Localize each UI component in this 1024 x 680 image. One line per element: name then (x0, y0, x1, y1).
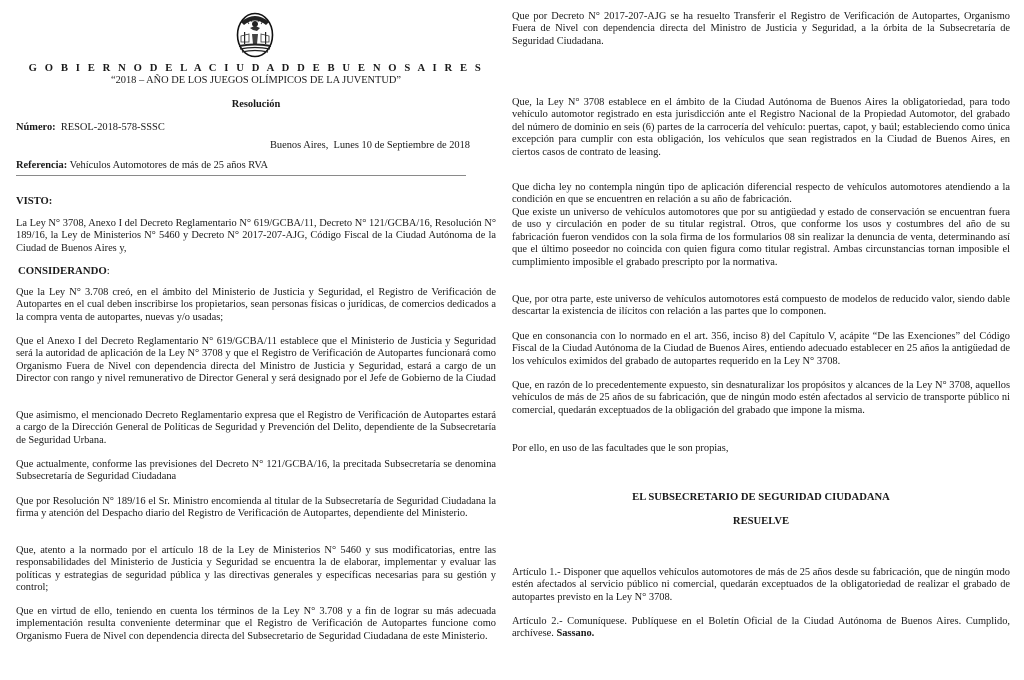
article-2-text: Artículo 2.- Comuníquese. Publíquese en el Boletín Oficial de la Ciudad Autónoma de Buenos Aires. Cumplido, archívese. (512, 616, 1010, 640)
referencia-label: Referencia: (16, 160, 68, 171)
resuelve-heading: RESUELVE (732, 516, 790, 527)
considerando-paragraph: Que, en razón de lo precedentemente expuesto, sin desnaturalizar los propósitos y alcances de la Ley N° 3708, aquellos vehículos de más de 25 años de su fabricación, que de ningún modo estén afectados al servicio de transporte público ni comercial, quedarán exceptuados de la obligación del grabado que impone la misma. (512, 380, 1010, 416)
considerando-paragraph: Que, la Ley N° 3708 establece en el ámbito de la Ciudad Autónoma de Buenos Aires la obligatoriedad, para todo vehículo automotor registrado en esta jurisdicción ante el Registro Nacional de la Propiedad Automotor, del grabado del número de dominio en seis (6) partes de la carrocería del vehículo: puertas, capot, y baúl; estableciendo como única excepción para cumplir con esta obligación, los vehículos que sean registrados en la Ciudad de Buenos Aires, en ciertos casos de contrato de leasing. (512, 97, 1010, 158)
numero-label: Número: (16, 122, 56, 133)
considerando-paragraph: Que, por otra parte, este universo de vehículos automotores está compuesto de modelos de reducido valor, siendo dable descartar la existencia de ilícitos con relación a las partes que lo componen. (512, 294, 1010, 318)
considerando-paragraph: Que el Anexo I del Decreto Reglamentario N° 619/GCBA/11 establece que el Ministerio de Justicia y Seguridad será la autoridad de aplicación de la Ley N° 3708 y que el Registro de Verificación de Autopartes funcionará como Organismo Fuera de Nivel con dependencia directa del Ministro de Justicia y Seguridad, estará a cargo de un Director con rango y nivel remunerativo de Director General y será designado por el Jefe de Gobierno de la Ciudad (16, 336, 496, 385)
document-type: Resolución (231, 99, 281, 110)
considerando-paragraph: Que existe un universo de vehículos automotores que por su antigüedad y estado de conservación se encuentran fuera de uso y circulación en poder de su titular registral. Otros, que conforme los usos y costumbres del año de su fabricación fueron vendidos con la sola firma de los formularios 08 sin realizar la denuncia de venta, determinando así que el último poseedor no coincida con quien figura como titular registral. Ambas circunstancias tornan imposible el cumplimiento imposible el grabado prescripto por la normativa. (512, 207, 1010, 268)
city-coat-of-arms-icon (236, 12, 274, 58)
signature: Sassano. (556, 628, 595, 640)
place-city: Buenos Aires, (270, 140, 329, 151)
considerando-paragraph: Que por Decreto N° 2017-207-AJG se ha resuelto Transferir el Registro de Verificación de Autopartes, Organismo Fuera de Nivel con dependencia directa del Ministro de Justicia y Seguridad, a la órbita de la Subsecretaría de Seguridad Ciudadana. (512, 11, 1010, 47)
article-2 (512, 616, 1010, 641)
considerando-paragraph: Que en virtud de ello, teniendo en cuenta los términos de la Ley N° 3.708 y a fin de lograr su más adecuada implementación resulta conveniente determinar que el Registro de Verificación de Autopartes funcione como Organismo Fuera de Nivel con dependencia directa del Subsecretario de Seguridad Ciudadana de este Ministerio. (16, 606, 496, 642)
visto-text: La Ley N° 3708, Anexo I del Decreto Reglamentario N° 619/GCBA/11, Decreto N° 121/GCBA/16, Resolución N° 189/16, la Ley de Ministerios N° 5460 y Decreto N° 2017-207-AJG, Código Fiscal de la Ciudad Autónoma de la Ciudad de Buenos Aires y, (16, 218, 496, 254)
considerando-paragraph: Que asimismo, el mencionado Decreto Reglamentario expresa que el Registro de Verificación de Autopartes estará a cargo de la Dirección General de Políticas de Seguridad y Prevención del Delito, dependiente de la Subsecretaría de Seguridad Urbana. (16, 410, 496, 446)
considerando-paragraph: Que actualmente, conforme las previsiones del Decreto N° 121/GCBA/16, la precitada Subsecretaría se denomina Subsecretaría de Seguridad Ciudadana (16, 459, 496, 483)
considerando-paragraph: Que por Resolución N° 189/16 el Sr. Ministro encomienda al titular de la Subsecretaría de Seguridad Ciudadana la firma y atención del Despacho diario del Registro de Verificación de Autopartes, dependiente del Ministerio. (16, 496, 496, 520)
considerando-paragraph: Que en consonancia con lo normado en el art. 356, inciso 8) del Capítulo V, acápite “De las Exenciones” del Código Fiscal de la Ciudad Autónoma de la Ciudad de Buenos Aires, entiendo adecuado establecer en 25 años la antigüedad de los vehículos eximidos del grabado de autopartes requerido en la Ley N° 3708. (512, 331, 1010, 367)
considerando-paragraph: Que, atento a la normado por el artículo 18 de la Ley de Ministerios N° 5460 y sus modificatorias, entre las responsabilidades del Ministerio de Justicia y Seguridad se encuentra la de elaborar, implementar y evaluar las políticas y estrategias de seguridad pública y las directivas generales y específicas necesarias para su gestión y control; (16, 545, 496, 594)
considerando-paragraph: Por ello, en uso de las facultades que le son propias, (512, 443, 729, 454)
authority-heading: EL SUBSECRETARIO DE SEGURIDAD CIUDADANA (632, 492, 890, 503)
considerando-label: CONSIDERANDO (18, 265, 107, 277)
header-divider (16, 175, 466, 176)
place-date (270, 140, 470, 151)
document-date: Lunes 10 de Septiembre de 2018 (333, 140, 471, 151)
considerando-paragraph: Que dicha ley no contempla ningún tipo de aplicación diferencial respecto de vehículos automotores atendiendo a la condición en que se encuentren en relación a su año de fabricación. (512, 182, 1010, 206)
numero-value: RESOL-2018-578-SSSC (60, 122, 165, 133)
government-header: G O B I E R N O D E L A C I U D A D D E B U E N O S A I R E S (28, 63, 484, 74)
reference (16, 160, 268, 171)
year-motto: “2018 – AÑO DE LOS JUEGOS OLÍMPICOS DE LA JUVENTUD” (110, 75, 402, 86)
document-number (16, 122, 165, 133)
considerando-heading (18, 265, 110, 277)
considerando-paragraph: Que la Ley N° 3.708 creó, en el ámbito del Ministerio de Justicia y Seguridad, el Registro de Verificación de Autopartes en el cual deben inscribirse los propietarios, sean personas físicas o jurídicas, de comercios dedicados a la compra venta de autopartes, nuevas y/o usadas; (16, 287, 496, 323)
visto-heading: VISTO: (16, 196, 53, 207)
considerando-colon: : (106, 265, 110, 277)
article-1: Artículo 1.- Disponer que aquellos vehículos automotores de más de 25 años desde su fabricación, que de ningún modo estén afectados al servicio público ni comercial, quedarán exceptuados de la obligatoriedad de realizar el grabado de autopartes previsto en la Ley N° 3708. (512, 567, 1010, 603)
referencia-value: Vehículos Automotores de más de 25 años RVA (69, 160, 268, 171)
